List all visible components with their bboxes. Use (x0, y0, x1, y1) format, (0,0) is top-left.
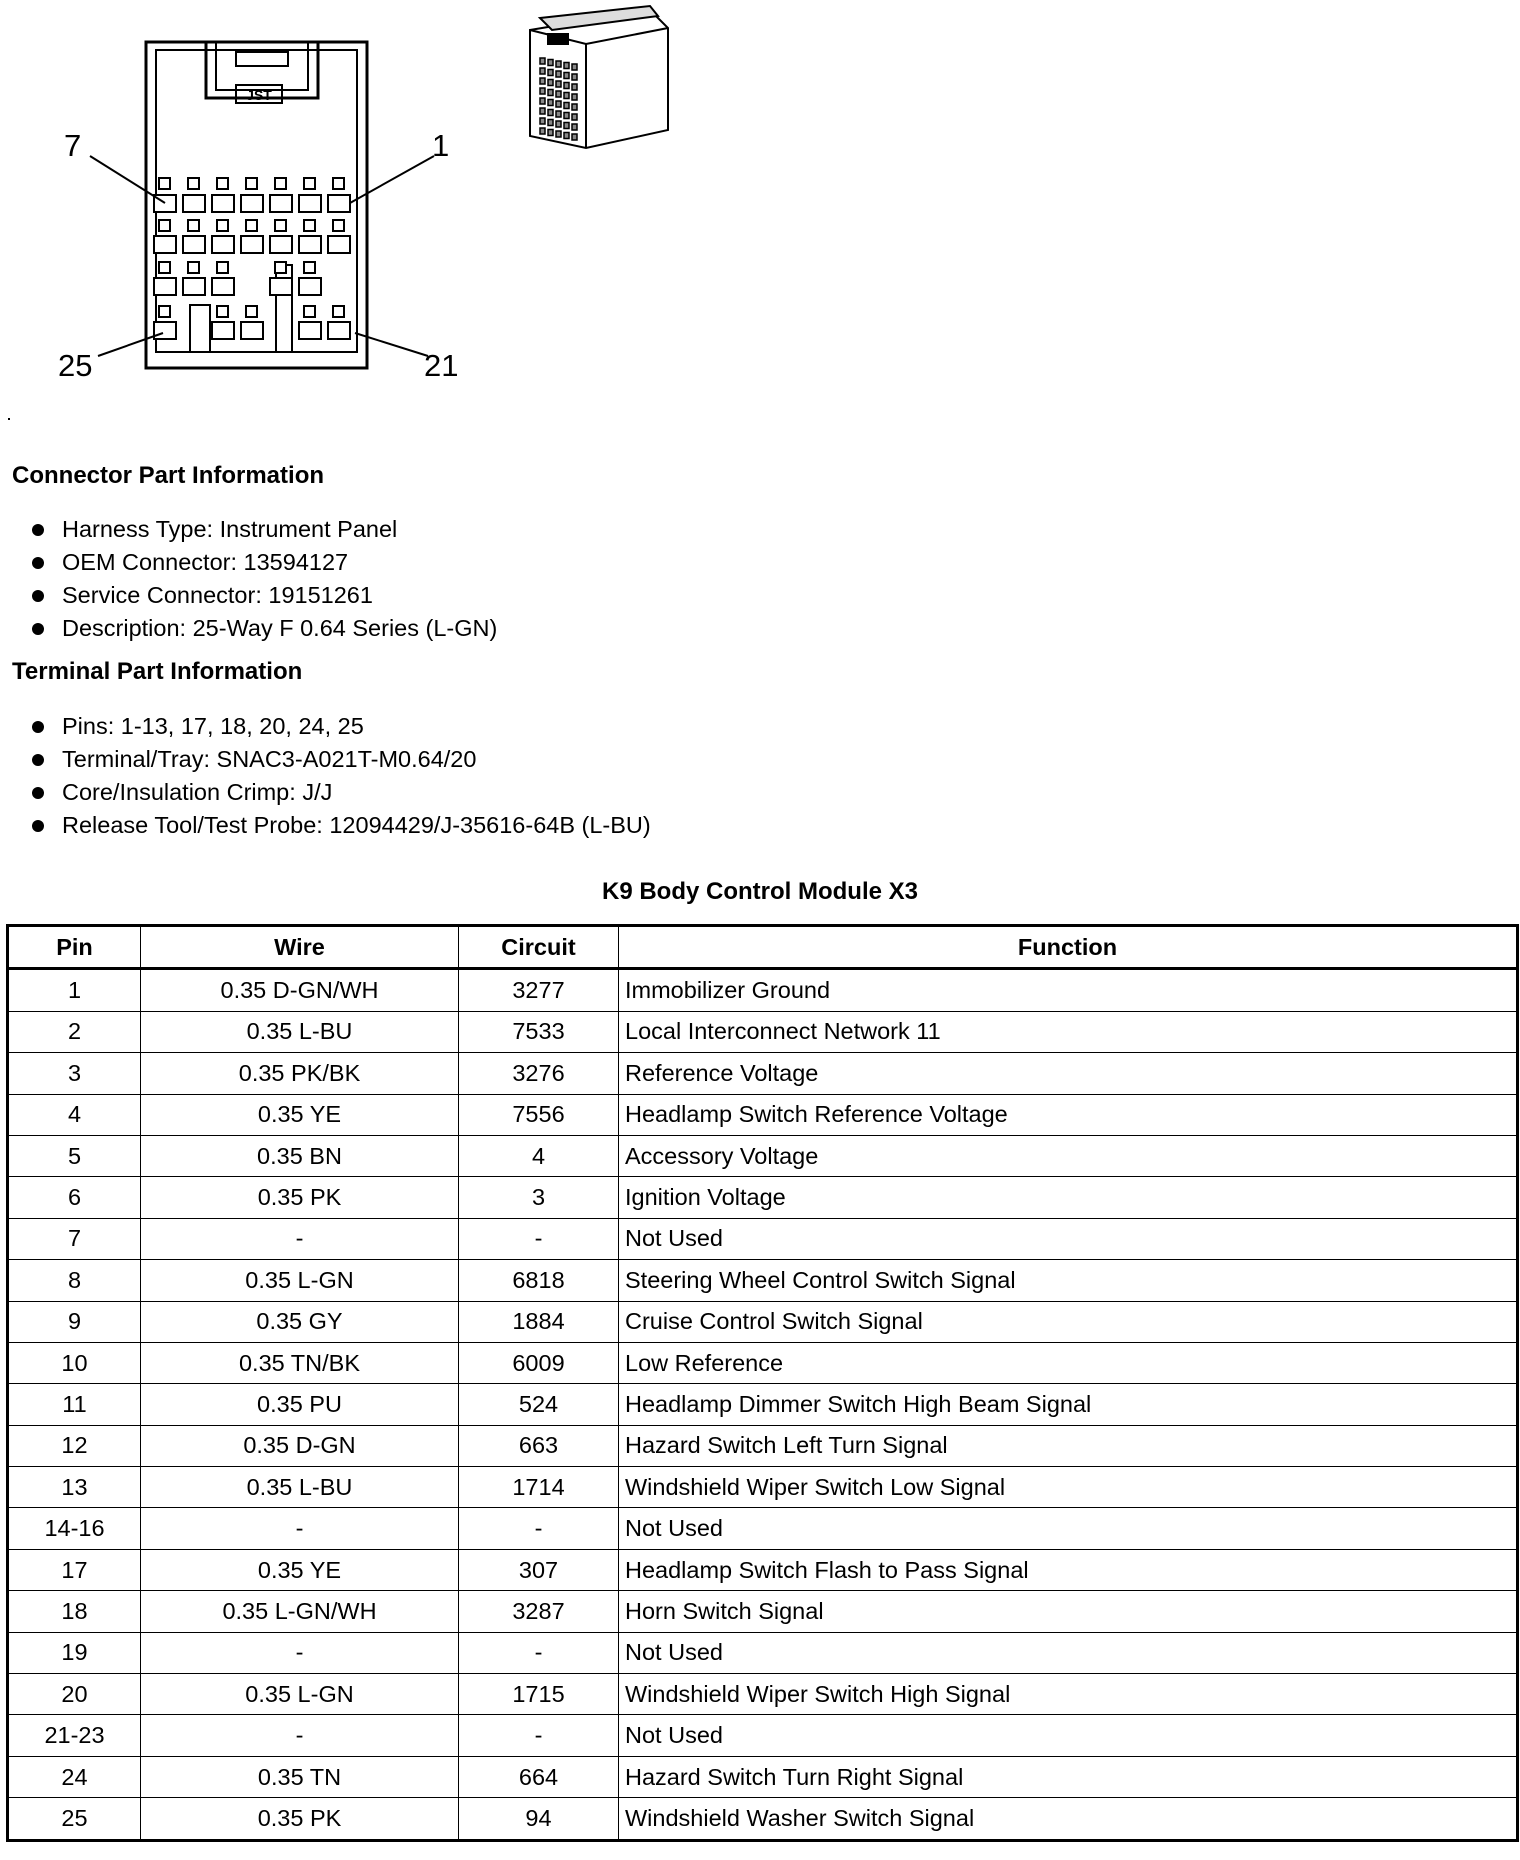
cell-circuit: 7533 (459, 1011, 619, 1052)
leader-line-pin-1 (350, 156, 434, 203)
cell-function: Not Used (619, 1218, 1518, 1259)
cell-pin: 8 (8, 1260, 141, 1301)
pin-cavity-small (188, 262, 199, 273)
terminal-info-release-tool: Release Tool/Test Probe: 12094429/J-35616-64B (L-BU) (12, 809, 651, 842)
cell-wire: 0.35 L-BU (141, 1467, 459, 1508)
connector-3d-pin (540, 68, 545, 74)
pin-cavity (299, 195, 321, 212)
pin-cavity (183, 195, 205, 212)
connector-face-drawing (0, 0, 720, 420)
leader-line-pin-7 (90, 156, 165, 203)
connector-3d-pin (540, 108, 545, 114)
cell-circuit: 524 (459, 1384, 619, 1425)
cell-function: Low Reference (619, 1342, 1518, 1383)
pin-cavity (299, 278, 321, 295)
jst-logo-text: JST (246, 87, 272, 103)
pinout-table (6, 924, 1519, 1842)
pin-cavity (328, 236, 350, 253)
column-header-wire: Wire (141, 926, 459, 969)
cell-wire: 0.35 TN/BK (141, 1342, 459, 1383)
cell-wire: 0.35 L-GN/WH (141, 1591, 459, 1632)
pin-cavity-small (275, 220, 286, 231)
cell-circuit: 3276 (459, 1053, 619, 1094)
cell-wire: 0.35 D-GN (141, 1425, 459, 1466)
cell-wire: 0.35 PU (141, 1384, 459, 1425)
pin-cavity-small (217, 306, 228, 317)
connector-3d-pin (548, 130, 553, 136)
pin-cavity-small (333, 220, 344, 231)
connector-3d-logo (548, 34, 568, 44)
cell-circuit: 1715 (459, 1674, 619, 1715)
cell-wire: 0.35 TN (141, 1756, 459, 1797)
cell-circuit: 307 (459, 1549, 619, 1590)
table-row (8, 1508, 1518, 1549)
connector-3d-pin (572, 74, 577, 80)
cell-wire: - (141, 1508, 459, 1549)
connector-3d-pin (540, 58, 545, 64)
table-row (8, 1674, 1518, 1715)
connector-3d-pin (556, 101, 561, 107)
table-row (8, 1135, 1518, 1176)
table-title: K9 Body Control Module X3 (601, 878, 918, 905)
cell-function: Reference Voltage (619, 1053, 1518, 1094)
connector-3d-pin (548, 80, 553, 86)
pin-cavity-small (304, 306, 315, 317)
cell-function: Hazard Switch Turn Right Signal (619, 1756, 1518, 1797)
cell-pin: 2 (8, 1011, 141, 1052)
cell-pin: 9 (8, 1301, 141, 1342)
cell-wire: - (141, 1715, 459, 1756)
pin-label-21: 21 (424, 348, 459, 383)
pin-cavity-small (159, 306, 170, 317)
table-row (8, 1218, 1518, 1259)
table-row (8, 1053, 1518, 1094)
pin-cavity (183, 278, 205, 295)
pin-label-25: 25 (58, 348, 93, 383)
table-row (8, 1011, 1518, 1052)
cell-wire: - (141, 1632, 459, 1673)
connector-3d-pin (564, 83, 569, 89)
pin-cavity (328, 195, 350, 212)
table-row (8, 1342, 1518, 1383)
cell-circuit: 3277 (459, 969, 619, 1011)
pin-cavity (154, 236, 176, 253)
cell-pin: 17 (8, 1549, 141, 1590)
cell-pin: 7 (8, 1218, 141, 1259)
cell-wire: 0.35 BN (141, 1135, 459, 1176)
pin-cavity-small (159, 220, 170, 231)
connector-3d-pin (548, 100, 553, 106)
cell-wire: 0.35 YE (141, 1094, 459, 1135)
cell-wire: 0.35 YE (141, 1549, 459, 1590)
connector-3d-view (530, 6, 668, 148)
pin-cavity-small (246, 306, 257, 317)
cell-wire: 0.35 L-GN (141, 1674, 459, 1715)
cell-wire: 0.35 PK/BK (141, 1053, 459, 1094)
column-header-pin: Pin (8, 926, 141, 969)
cell-pin: 13 (8, 1467, 141, 1508)
connector-3d-pin (572, 114, 577, 120)
pin-cavity-small (188, 220, 199, 231)
leader-line-pin-25 (98, 333, 163, 356)
pin-cavity (299, 322, 321, 339)
connector-info-heading: Connector Part Information (12, 462, 325, 489)
cell-function: Headlamp Switch Reference Voltage (619, 1094, 1518, 1135)
pin-cavity (183, 236, 205, 253)
cell-pin: 20 (8, 1674, 141, 1715)
cell-function: Headlamp Switch Flash to Pass Signal (619, 1549, 1518, 1590)
cell-pin: 18 (8, 1591, 141, 1632)
cell-pin: 24 (8, 1756, 141, 1797)
connector-diagram (0, 0, 720, 420)
connector-3d-pin (540, 98, 545, 104)
connector-3d-pin (556, 131, 561, 137)
cell-wire: 0.35 GY (141, 1301, 459, 1342)
connector-3d-pin (548, 70, 553, 76)
connector-3d-pin (548, 90, 553, 96)
cell-circuit: 6009 (459, 1342, 619, 1383)
table-row (8, 1798, 1518, 1840)
terminal-info-crimp: Core/Insulation Crimp: J/J (12, 776, 651, 809)
cell-circuit: 3 (459, 1177, 619, 1218)
cell-wire: - (141, 1218, 459, 1259)
table-row (8, 1549, 1518, 1590)
pin-cavity (270, 195, 292, 212)
cell-wire: 0.35 L-BU (141, 1011, 459, 1052)
connector-3d-pin (548, 120, 553, 126)
cell-function: Not Used (619, 1632, 1518, 1673)
pin-label-7: 7 (64, 128, 82, 163)
connector-3d-pin (572, 104, 577, 110)
connector-3d-pin (540, 78, 545, 84)
cell-function: Not Used (619, 1715, 1518, 1756)
connector-3d-pin (564, 133, 569, 139)
pin-cavity-small (275, 178, 286, 189)
pin-cavity (241, 236, 263, 253)
pin-cavity (299, 236, 321, 253)
cell-pin: 4 (8, 1094, 141, 1135)
cell-function: Windshield Wiper Switch Low Signal (619, 1467, 1518, 1508)
cell-circuit: 1884 (459, 1301, 619, 1342)
pin-cavity-small (159, 262, 170, 273)
cell-function: Horn Switch Signal (619, 1591, 1518, 1632)
cell-circuit: 94 (459, 1798, 619, 1840)
cell-pin: 10 (8, 1342, 141, 1383)
cell-wire: 0.35 L-GN (141, 1260, 459, 1301)
connector-3d-pin (564, 73, 569, 79)
connector-3d-pin (540, 118, 545, 124)
connector-info-service-connector: Service Connector: 19151261 (12, 579, 497, 612)
cell-pin: 14-16 (8, 1508, 141, 1549)
connector-3d-pin (556, 121, 561, 127)
cell-circuit: 7556 (459, 1094, 619, 1135)
pin-cavity-small (159, 178, 170, 189)
connector-info-harness-type: Harness Type: Instrument Panel (12, 513, 497, 546)
pin-cavity (154, 278, 176, 295)
connector-3d-pin (564, 93, 569, 99)
connector-3d-pin (556, 91, 561, 97)
pin-cavity-small (217, 220, 228, 231)
pin-cavity (328, 322, 350, 339)
cell-circuit: 4 (459, 1135, 619, 1176)
cell-pin: 11 (8, 1384, 141, 1425)
pin-cavity (154, 322, 176, 339)
cell-pin: 6 (8, 1177, 141, 1218)
terminal-info-terminal-tray: Terminal/Tray: SNAC3-A021T-M0.64/20 (12, 743, 651, 776)
cell-wire: 0.35 PK (141, 1798, 459, 1840)
table-row (8, 1384, 1518, 1425)
pin-cavity-small (304, 262, 315, 273)
connector-3d-pin (572, 94, 577, 100)
table-row (8, 1260, 1518, 1301)
connector-3d-pin (572, 64, 577, 70)
cell-circuit: 3287 (459, 1591, 619, 1632)
pin-cavity (212, 236, 234, 253)
pin-cavity-small (333, 178, 344, 189)
pin-cavity-small (304, 178, 315, 189)
cell-pin: 19 (8, 1632, 141, 1673)
cell-circuit: - (459, 1508, 619, 1549)
scan-dot (8, 418, 10, 420)
pin-cavity-small (275, 262, 286, 273)
cell-circuit: 664 (459, 1756, 619, 1797)
cell-function: Immobilizer Ground (619, 969, 1518, 1011)
cell-pin: 25 (8, 1798, 141, 1840)
pin-cavity (241, 195, 263, 212)
terminal-info-pins: Pins: 1-13, 17, 18, 20, 24, 25 (12, 710, 651, 743)
cell-circuit: - (459, 1218, 619, 1259)
pin-cavity-small (217, 262, 228, 273)
pin-cavity (270, 278, 292, 295)
connector-3d-pin (572, 124, 577, 130)
connector-3d-pin (540, 88, 545, 94)
connector-3d-pin (540, 128, 545, 134)
connector-3d-pin (556, 81, 561, 87)
terminal-info-heading: Terminal Part Information (12, 658, 303, 685)
cell-circuit: 1714 (459, 1467, 619, 1508)
cell-circuit: - (459, 1632, 619, 1673)
cell-wire: 0.35 D-GN/WH (141, 969, 459, 1011)
cell-function: Hazard Switch Left Turn Signal (619, 1425, 1518, 1466)
connector-3d-pin (564, 103, 569, 109)
cell-pin: 5 (8, 1135, 141, 1176)
pin-cavity-small (246, 178, 257, 189)
cell-circuit: 663 (459, 1425, 619, 1466)
table-row (8, 1301, 1518, 1342)
connector-3d-pin (572, 134, 577, 140)
table-row (8, 1425, 1518, 1466)
cell-function: Cruise Control Switch Signal (619, 1301, 1518, 1342)
cell-pin: 12 (8, 1425, 141, 1466)
connector-info-oem-connector: OEM Connector: 13594127 (12, 546, 497, 579)
column-header-function: Function (619, 926, 1518, 969)
connector-3d-pin (564, 113, 569, 119)
cell-function: Windshield Washer Switch Signal (619, 1798, 1518, 1840)
connector-3d-pin (556, 111, 561, 117)
pin-cavity-small (333, 306, 344, 317)
table-row (8, 1756, 1518, 1797)
cell-pin: 21-23 (8, 1715, 141, 1756)
cell-pin: 3 (8, 1053, 141, 1094)
cell-function: Windshield Wiper Switch High Signal (619, 1674, 1518, 1715)
table-row (8, 1715, 1518, 1756)
cell-pin: 1 (8, 969, 141, 1011)
connector-3d-pin (564, 63, 569, 69)
connector-info-list (12, 513, 497, 645)
pin-cavity (212, 195, 234, 212)
table-header-row (8, 926, 1518, 969)
table-row (8, 1094, 1518, 1135)
cell-circuit: 6818 (459, 1260, 619, 1301)
pin-cavity (270, 236, 292, 253)
connector-3d-pin (556, 61, 561, 67)
column-header-circuit: Circuit (459, 926, 619, 969)
connector-info-description: Description: 25-Way F 0.64 Series (L-GN) (12, 612, 497, 645)
table-row (8, 1467, 1518, 1508)
table-row (8, 969, 1518, 1011)
cell-function: Headlamp Dimmer Switch High Beam Signal (619, 1384, 1518, 1425)
table-row (8, 1591, 1518, 1632)
connector-3d-pin (548, 110, 553, 116)
pin-grid (154, 178, 350, 339)
table-row (8, 1177, 1518, 1218)
cell-function: Local Interconnect Network 11 (619, 1011, 1518, 1052)
cell-wire: 0.35 PK (141, 1177, 459, 1218)
cell-function: Accessory Voltage (619, 1135, 1518, 1176)
cell-function: Not Used (619, 1508, 1518, 1549)
pin-cavity-small (217, 178, 228, 189)
cell-function: Steering Wheel Control Switch Signal (619, 1260, 1518, 1301)
pin-cavity-small (304, 220, 315, 231)
table-row (8, 1632, 1518, 1673)
pin-cavity (241, 322, 263, 339)
cell-function: Ignition Voltage (619, 1177, 1518, 1218)
pin-cavity-small (246, 220, 257, 231)
pin-cavity-small (188, 178, 199, 189)
pin-cavity (212, 278, 234, 295)
connector-3d-pin (564, 123, 569, 129)
cell-circuit: - (459, 1715, 619, 1756)
connector-3d-pin (556, 71, 561, 77)
terminal-info-list (12, 710, 651, 842)
pin-cavity (212, 322, 234, 339)
connector-3d-pin (572, 84, 577, 90)
connector-3d-pin (548, 60, 553, 66)
pin-label-1: 1 (432, 128, 450, 163)
